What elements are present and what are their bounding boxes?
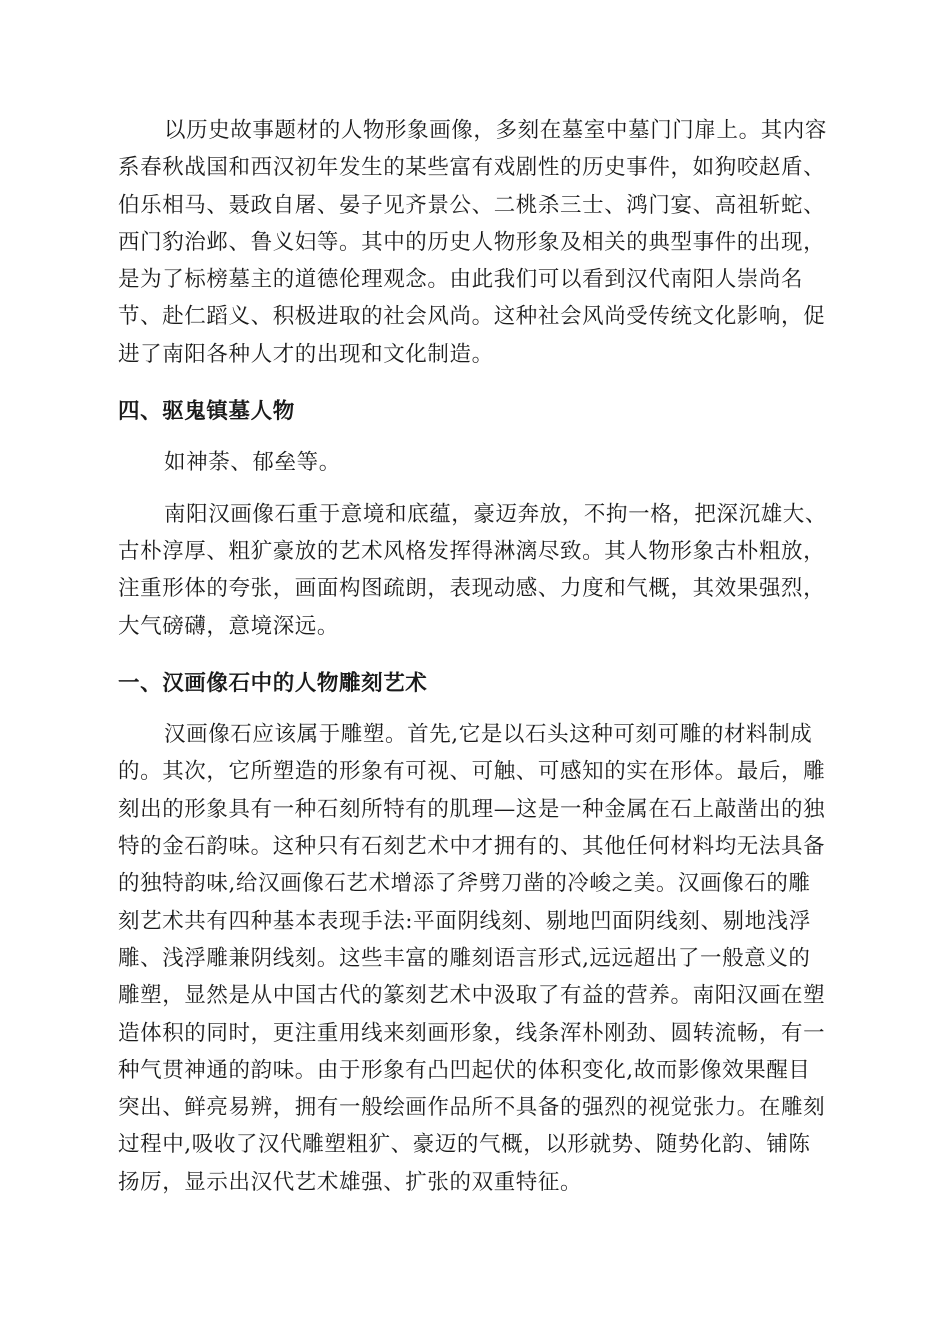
text-line: 过程中,吸收了汉代雕塑粗犷、豪迈的气概，以形就势、随势化韵、铺陈 [118,1132,811,1158]
paragraph-carving-techniques [118,716,830,1201]
document-body [118,112,830,1201]
text-line: 汉画像石应该属于雕塑。首先,它是以石头这种可刻可雕的材料制成 [164,722,813,748]
text-line: 的。其次，它所塑造的形象有可视、可触、可感知的实在形体。最后，雕 [118,759,826,785]
text-line: 造体积的同时，更注重用线来刻画形象，线条浑朴刚劲、圆转流畅，有一 [118,1020,826,1046]
text-line: 伯乐相马、聂政自屠、晏子见齐景公、二桃杀三士、鸿门宴、高祖斩蛇、 [118,192,826,218]
text-line: 的独特韵味,给汉画像石艺术增添了斧劈刀凿的冷峻之美。汉画像石的雕 [118,871,811,897]
text-line: 刻艺术共有四种基本表现手法:平面阴线刻、剔地凹面阴线刻、剔地浅浮 [118,908,811,934]
paragraph-artistic-style [118,496,830,645]
text-line: 注重形体的夸张，画面构图疏朗，表现动感、力度和气概，其效果强烈， [118,576,826,602]
section-heading-carving-art: 一、汉画像石中的人物雕刻艺术 [118,670,428,696]
text-line: 进了南阳各种人才的出现和文化制造。 [118,341,494,367]
paragraph-examples [118,444,830,481]
text-line: 特的金石韵味。这种只有石刻艺术中才拥有的、其他任何材料均无法具备 [118,834,826,860]
text-line: 是为了标榜墓主的道德伦理观念。由此我们可以看到汉代南阳人崇尚名 [118,267,804,293]
section-heading-exorcism-figures: 四、驱鬼镇墓人物 [118,399,295,425]
text-line: 雕、浅浮雕兼阴线刻。这些丰富的雕刻语言形式,远远超出了一般意义的 [118,945,811,971]
text-line: 大气磅礴，意境深远。 [118,613,340,639]
text-line: 西门豹治邺、鲁义妇等。其中的历史人物形象及相关的典型事件的出现， [118,229,826,255]
text-line: 节、赴仁蹈义、积极进取的社会风尚。这种社会风尚受传统文化影响，促 [118,304,826,330]
text-line: 系春秋战国和西汉初年发生的某些富有戏剧性的历史事件，如狗咬赵盾、 [118,155,826,181]
paragraph-historical-figures [118,112,830,373]
text-line: 突出、鲜亮易辨，拥有一般绘画作品所不具备的强烈的视觉张力。在雕刻 [118,1095,826,1121]
text-line: 南阳汉画像石重于意境和底蕴，豪迈奔放，不拘一格，把深沉雄大、 [164,501,828,527]
text-line: 以历史故事题材的人物形象画像，多刻在墓室中墓门门扉上。其内容 [164,118,828,143]
text-line: 如神荼、郁垒等。 [164,450,341,476]
text-line: 古朴淳厚、粗犷豪放的艺术风格发挥得淋漓尽致。其人物形象古朴粗放， [118,538,826,564]
text-line: 种气贯神通的韵味。由于形象有凸凹起伏的体积变化,故而影像效果醒目 [118,1057,811,1083]
text-line: 刻出的形象具有一种石刻所特有的肌理—这是一种金属在石上敲凿出的独 [118,796,826,822]
text-line: 雕塑，显然是从中国古代的篆刻艺术中汲取了有益的营养。南阳汉画在塑 [118,983,826,1009]
text-line: 扬厉，显示出汉代艺术雄强、扩张的双重特征。 [118,1169,583,1195]
